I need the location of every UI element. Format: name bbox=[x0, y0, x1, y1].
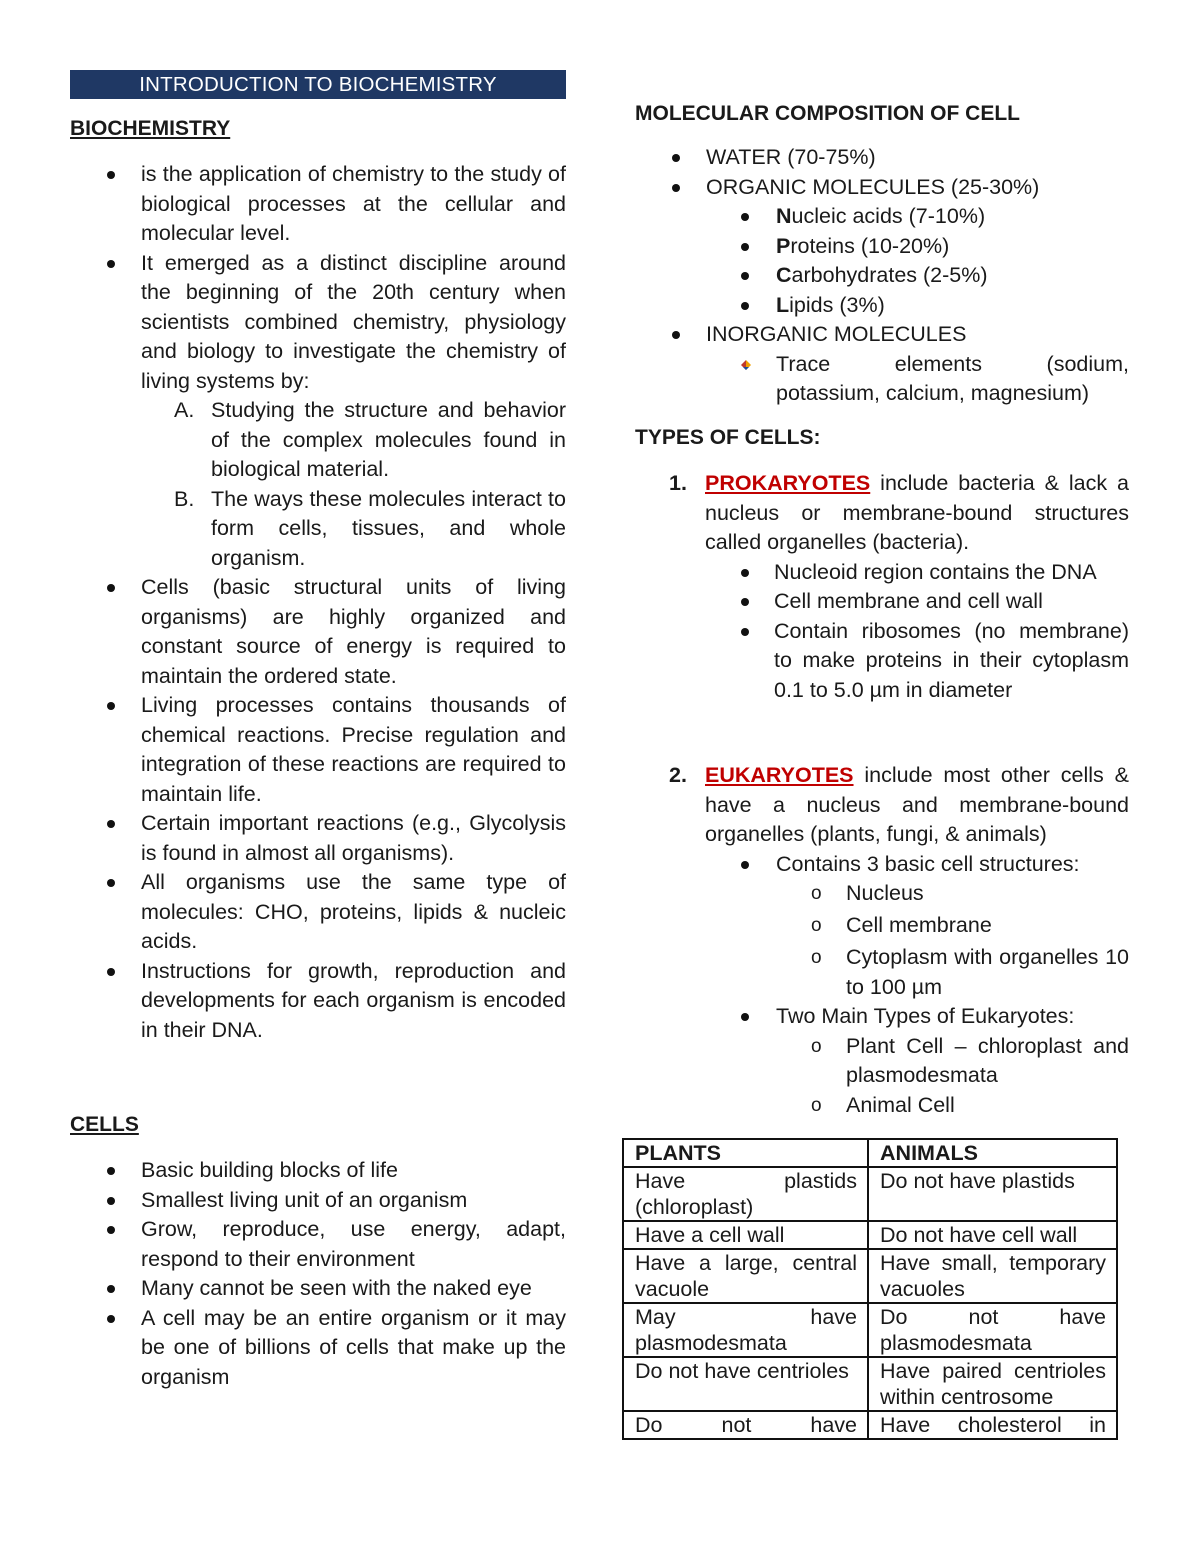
table-row bbox=[623, 1357, 1117, 1411]
title-banner: INTRODUCTION TO BIOCHEMISTRY bbox=[70, 70, 566, 99]
list-item: Certain important reactions (e.g., Glycolysis is found in almost all organisms). bbox=[70, 809, 566, 868]
list-item bbox=[635, 469, 1129, 558]
types-heading: TYPES OF CELLS: bbox=[635, 426, 821, 449]
table-row bbox=[623, 1411, 1117, 1439]
list-item: It emerged as a distinct discipline around the beginning of the 20th century when scientists combined chemistry, physiology and biology to investigate the chemistry of living systems by: bbox=[70, 249, 566, 397]
list-number: 1. bbox=[669, 471, 687, 495]
bold-initial: C bbox=[776, 263, 792, 287]
list-text: include most other cells & have a nucleus and membrane-bound organelles (plants, fungi, & animals) bbox=[705, 763, 1129, 846]
list-item: o Nucleus bbox=[635, 879, 1129, 909]
list-item: o Cell membrane bbox=[635, 911, 1129, 941]
list-item: Cells (basic structural units of living organisms) are highly organized and constant source of energy is required to maintain the ordered state. bbox=[70, 573, 566, 691]
list-item: Nucleoid region contains the DNA bbox=[635, 558, 1129, 588]
list-number: 2. bbox=[669, 763, 687, 787]
plants-animals-table bbox=[622, 1138, 1118, 1440]
cells-section bbox=[70, 1156, 566, 1392]
list-text: include bacteria & lack a nucleus or membrane-bound structures called organelles (bacteria). bbox=[705, 471, 1129, 554]
list-text: ucleic acids (7-10%) bbox=[791, 204, 986, 228]
list-item: Instructions for growth, reproduction and developments for each organism is encoded in their DNA. bbox=[70, 957, 566, 1046]
list-text: ipids (3%) bbox=[789, 292, 885, 317]
list-item bbox=[635, 761, 1129, 850]
prokaryotes-section bbox=[635, 469, 1129, 705]
list-item: A cell may be an entire organism or it may be one of billions of cells that make up the organism bbox=[70, 1304, 566, 1393]
biochemistry-section bbox=[70, 160, 566, 1045]
table-cell: Have small, temporary vacuoles bbox=[868, 1249, 1117, 1303]
table-cell: Have paired centrioles within centrosome bbox=[868, 1357, 1117, 1411]
prokaryotes-term: PROKARYOTES bbox=[705, 471, 871, 495]
list-item: o Animal Cell bbox=[635, 1091, 1129, 1121]
table-cell: Do not have bbox=[623, 1411, 868, 1439]
list-text: Trace elements (sodium, bbox=[776, 351, 1129, 376]
list-text: arbohydrates (2-5%) bbox=[791, 263, 988, 287]
list-marker: B. bbox=[174, 486, 195, 511]
bold-initial: N bbox=[776, 204, 792, 228]
list-text: potassium, calcium, magnesium) bbox=[776, 381, 1090, 405]
biochemistry-heading: BIOCHEMISTRY bbox=[70, 117, 231, 140]
bold-initial: L bbox=[776, 292, 790, 317]
table-row bbox=[623, 1303, 1117, 1357]
table-cell: Do not have centrioles bbox=[623, 1357, 868, 1411]
molecular-heading: MOLECULAR COMPOSITION OF CELL bbox=[635, 102, 1020, 125]
table-cell: Have a large, central vacuole bbox=[623, 1249, 868, 1303]
list-text: The ways these molecules interact to form cells, tissues, and whole organism. bbox=[211, 486, 566, 570]
list-item: All organisms use the same type of molecules: CHO, proteins, lipids & nucleic acids. bbox=[70, 868, 566, 957]
table-cell: Do not have plasmodesmata bbox=[868, 1303, 1117, 1357]
list-item bbox=[635, 202, 1129, 232]
list-marker: A. bbox=[174, 398, 195, 422]
list-item: INORGANIC MOLECULES bbox=[635, 320, 1129, 350]
list-item: is the application of chemistry to the study of biological processes at the cellular and molecular level. bbox=[70, 160, 566, 249]
table-cell: Have cholesterol in bbox=[868, 1411, 1117, 1439]
list-item: Contains 3 basic cell structures: bbox=[635, 850, 1129, 880]
column-header: ANIMALS bbox=[868, 1139, 1117, 1167]
list-item: Living processes contains thousands of chemical reactions. Precise regulation and integration of these reactions are required to maintain life. bbox=[70, 691, 566, 809]
list-item: Smallest living unit of an organism bbox=[70, 1186, 566, 1216]
list-item bbox=[635, 350, 1129, 409]
list-item bbox=[635, 261, 1129, 291]
table-cell: Have a cell wall bbox=[623, 1221, 868, 1249]
table-row bbox=[623, 1249, 1117, 1303]
list-item bbox=[70, 396, 566, 485]
molecular-section bbox=[635, 143, 1129, 409]
list-text: roteins (10-20%) bbox=[790, 233, 950, 258]
list-item: Two Main Types of Eukaryotes: bbox=[635, 1002, 1129, 1032]
eukaryotes-section bbox=[635, 761, 1129, 1120]
table-row bbox=[623, 1167, 1117, 1221]
list-item: o Plant Cell – chloroplast and plasmodesmata bbox=[635, 1032, 1129, 1091]
table-row bbox=[623, 1221, 1117, 1249]
eukaryotes-term: EUKARYOTES bbox=[705, 763, 854, 787]
table-cell: Have plastids (chloroplast) bbox=[623, 1167, 868, 1221]
list-item bbox=[635, 232, 1129, 262]
table-cell: Do not have plastids bbox=[868, 1167, 1117, 1221]
column-header: PLANTS bbox=[623, 1139, 868, 1167]
list-item: Basic building blocks of life bbox=[70, 1156, 566, 1186]
arrow-bullet-icon bbox=[741, 360, 751, 370]
list-item: Cell membrane and cell wall bbox=[635, 587, 1129, 617]
list-item: Grow, reproduce, use energy, adapt, respond to their environment bbox=[70, 1215, 566, 1274]
cells-heading: CELLS bbox=[70, 1113, 139, 1136]
list-item: o Cytoplasm with organelles 10 to 100 µm bbox=[635, 943, 1129, 1002]
list-item bbox=[635, 291, 1129, 321]
table-cell: May have plasmodesmata bbox=[623, 1303, 868, 1357]
list-item: WATER (70-75%) bbox=[635, 143, 1129, 173]
bold-initial: P bbox=[776, 233, 791, 258]
list-item: ORGANIC MOLECULES (25-30%) bbox=[635, 173, 1129, 203]
table-header-row bbox=[623, 1139, 1117, 1167]
list-item: Contain ribosomes (no membrane) to make proteins in their cytoplasm 0.1 to 5.0 µm in diameter bbox=[635, 617, 1129, 706]
table-cell: Do not have cell wall bbox=[868, 1221, 1117, 1249]
list-item bbox=[70, 485, 566, 574]
list-item: Many cannot be seen with the naked eye bbox=[70, 1274, 566, 1304]
list-text: Studying the structure and behavior of the complex molecules found in biological material. bbox=[211, 398, 566, 481]
